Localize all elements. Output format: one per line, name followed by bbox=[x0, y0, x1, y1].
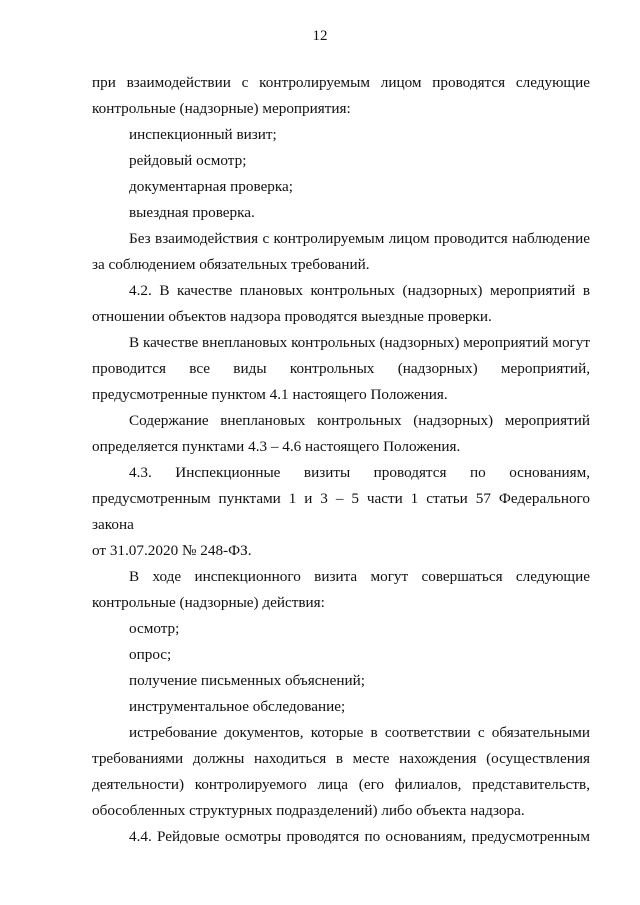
list-item: инспекционный визит; bbox=[129, 126, 277, 143]
paragraph-line: обособленных структурных подразделений) либо объекта надзора. bbox=[92, 802, 525, 819]
paragraph-line: требованиями должны находиться в месте нахождения (осуществления bbox=[92, 750, 590, 767]
paragraph-line: Содержание внеплановых контрольных (надзорных) мероприятий bbox=[129, 412, 590, 429]
list-item: документарная проверка; bbox=[129, 178, 294, 195]
paragraph-line: от 31.07.2020 № 248-ФЗ. bbox=[92, 542, 252, 559]
page-number: 12 bbox=[312, 28, 328, 44]
list-item: осмотр; bbox=[129, 620, 180, 637]
paragraph-line: контрольные (надзорные) мероприятия: bbox=[92, 100, 351, 117]
list-item: рейдовый осмотр; bbox=[129, 152, 247, 169]
paragraph-line: 4.4. Рейдовые осмотры проводятся по основаниям, предусмотренным bbox=[129, 828, 590, 845]
paragraph-line: 4.2. В качестве плановых контрольных (надзорных) мероприятий в bbox=[129, 282, 590, 299]
list-item: выездная проверка. bbox=[129, 204, 255, 221]
paragraph-line: предусмотренным пунктами 1 и 3 – 5 части 1 статьи 57 Федерального закона bbox=[92, 490, 590, 533]
paragraph-line: В ходе инспекционного визита могут совершаться следующие bbox=[129, 568, 590, 585]
paragraph-line: определяется пунктами 4.3 – 4.6 настоящего Положения. bbox=[92, 438, 461, 455]
paragraph-line: контрольные (надзорные) действия: bbox=[92, 594, 325, 611]
paragraph-line: отношении объектов надзора проводятся выездные проверки. bbox=[92, 308, 492, 325]
paragraph-line: предусмотренные пунктом 4.1 настоящего Положения. bbox=[92, 386, 448, 403]
list-item: получение письменных объяснений; bbox=[129, 672, 365, 689]
paragraph-line: Без взаимодействия с контролируемым лицом проводится наблюдение bbox=[129, 230, 590, 247]
paragraph-line: за соблюдением обязательных требований. bbox=[92, 256, 370, 273]
paragraph-line: проводится все виды контрольных (надзорных) мероприятий, bbox=[92, 360, 590, 377]
document-body bbox=[92, 70, 590, 850]
list-item: инструментальное обследование; bbox=[129, 698, 346, 715]
list-item: опрос; bbox=[129, 646, 172, 663]
paragraph-line: В качестве внеплановых контрольных (надзорных) мероприятий могут bbox=[129, 334, 590, 351]
paragraph-line: при взаимодействии с контролируемым лицом проводятся следующие bbox=[92, 74, 590, 91]
paragraph-line: деятельности) контролируемого лица (его филиалов, представительств, bbox=[92, 776, 590, 793]
paragraph-line: 4.3. Инспекционные визиты проводятся по основаниям, bbox=[129, 464, 590, 481]
paragraph-line: истребование документов, которые в соответствии с обязательными bbox=[129, 724, 590, 741]
